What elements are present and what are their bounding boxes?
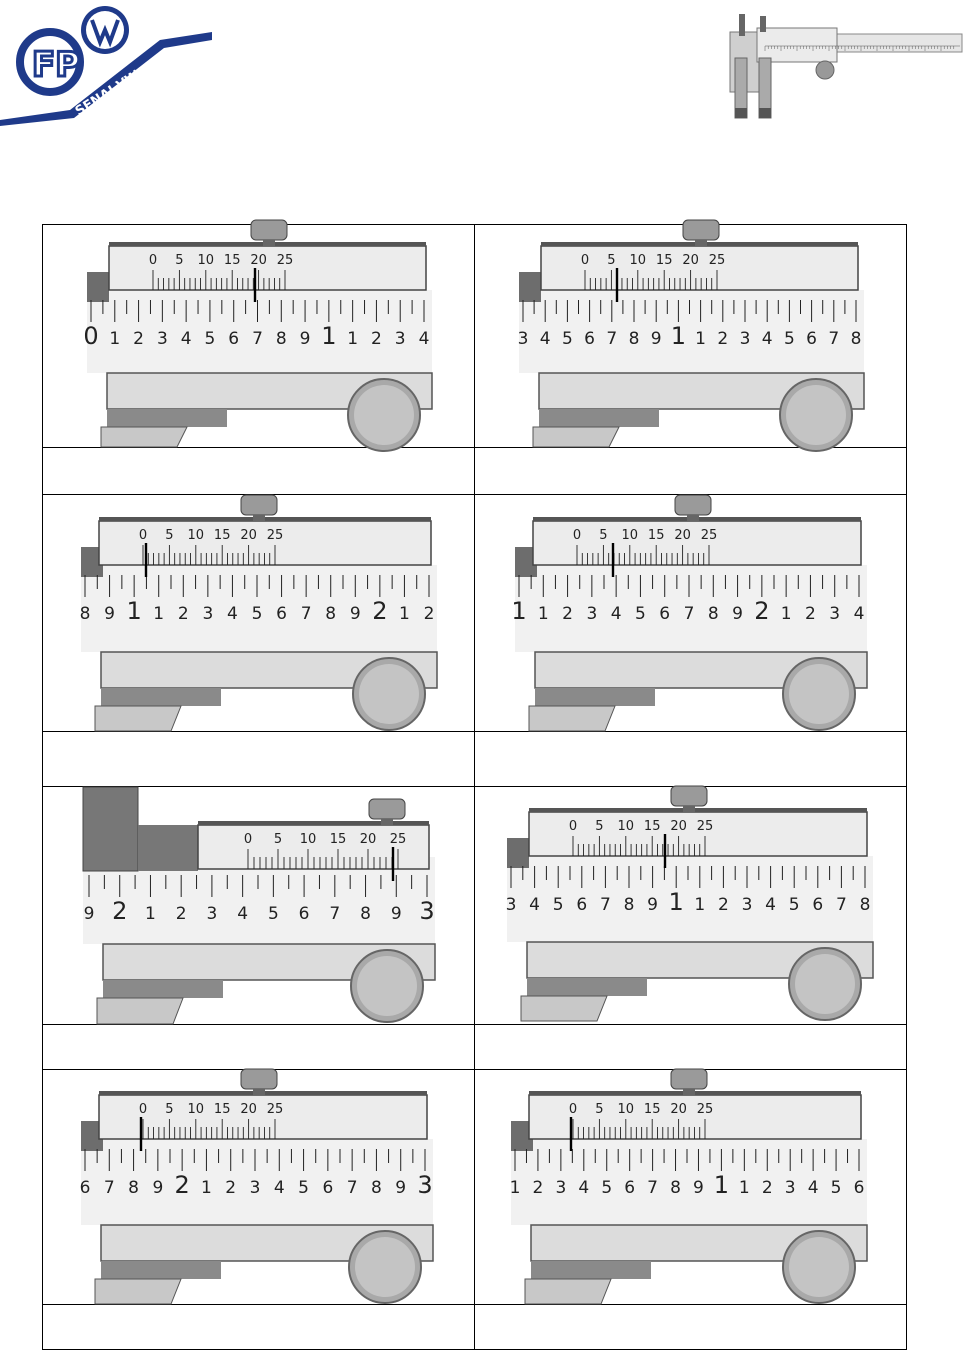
svg-text:7: 7 bbox=[300, 604, 312, 624]
cfp-senai-vw-logo bbox=[0, 0, 215, 125]
svg-text:25: 25 bbox=[389, 832, 407, 847]
svg-text:8: 8 bbox=[707, 604, 719, 624]
svg-text:4: 4 bbox=[765, 895, 777, 915]
exercise-3-image-cell bbox=[43, 495, 475, 732]
svg-text:7: 7 bbox=[103, 1178, 115, 1198]
svg-text:8: 8 bbox=[850, 329, 862, 349]
svg-text:20: 20 bbox=[682, 253, 699, 268]
svg-text:1: 1 bbox=[695, 329, 707, 349]
svg-text:4: 4 bbox=[853, 604, 865, 624]
svg-text:0: 0 bbox=[138, 1102, 148, 1117]
svg-text:3: 3 bbox=[829, 604, 841, 624]
svg-text:7: 7 bbox=[683, 604, 695, 624]
exercise-2-image-cell bbox=[475, 225, 907, 448]
svg-text:1: 1 bbox=[713, 1171, 730, 1199]
svg-text:1: 1 bbox=[145, 904, 156, 924]
caliper-reading-7 bbox=[81, 1070, 433, 1304]
svg-text:20: 20 bbox=[674, 528, 691, 543]
svg-text:25: 25 bbox=[708, 253, 726, 268]
svg-text:3: 3 bbox=[249, 1178, 261, 1198]
svg-text:5: 5 bbox=[595, 819, 604, 834]
svg-text:2: 2 bbox=[717, 329, 729, 349]
svg-text:0: 0 bbox=[568, 1102, 578, 1117]
answer-field-4[interactable] bbox=[475, 732, 907, 787]
svg-text:10: 10 bbox=[187, 528, 205, 543]
svg-text:3: 3 bbox=[206, 904, 218, 924]
svg-text:1: 1 bbox=[511, 597, 527, 625]
svg-text:5: 5 bbox=[251, 604, 263, 624]
svg-text:15: 15 bbox=[213, 1102, 231, 1117]
svg-text:6: 6 bbox=[812, 895, 824, 915]
svg-text:15: 15 bbox=[655, 253, 673, 268]
answer-field-6[interactable] bbox=[475, 1025, 907, 1070]
svg-text:5: 5 bbox=[273, 832, 283, 847]
svg-text:9: 9 bbox=[299, 329, 311, 349]
svg-text:3: 3 bbox=[517, 329, 529, 349]
svg-text:1: 1 bbox=[153, 604, 165, 624]
svg-text:3: 3 bbox=[784, 1178, 796, 1198]
svg-text:8: 8 bbox=[371, 1178, 382, 1198]
exercise-6-image-cell bbox=[475, 787, 907, 1025]
svg-text:2: 2 bbox=[754, 597, 770, 625]
svg-text:1: 1 bbox=[109, 329, 121, 349]
svg-text:4: 4 bbox=[237, 904, 249, 924]
svg-text:4: 4 bbox=[418, 329, 430, 349]
svg-text:8: 8 bbox=[670, 1178, 681, 1198]
svg-text:1: 1 bbox=[347, 329, 359, 349]
svg-text:4: 4 bbox=[539, 329, 551, 349]
svg-text:5: 5 bbox=[601, 1178, 613, 1198]
svg-text:10: 10 bbox=[617, 1102, 635, 1117]
svg-text:20: 20 bbox=[240, 528, 257, 543]
svg-text:3: 3 bbox=[555, 1178, 567, 1198]
svg-text:2: 2 bbox=[225, 1178, 237, 1198]
answer-field-5[interactable] bbox=[43, 1025, 475, 1070]
svg-text:0: 0 bbox=[243, 832, 253, 847]
svg-text:10: 10 bbox=[629, 253, 647, 268]
svg-text:6: 6 bbox=[228, 329, 240, 349]
svg-text:15: 15 bbox=[643, 1102, 661, 1117]
svg-text:7: 7 bbox=[252, 329, 263, 349]
svg-text:5: 5 bbox=[607, 253, 616, 268]
svg-text:5: 5 bbox=[552, 895, 564, 915]
svg-text:5: 5 bbox=[830, 1178, 842, 1198]
svg-text:25: 25 bbox=[266, 1102, 284, 1117]
svg-text:2: 2 bbox=[112, 897, 128, 925]
svg-text:7: 7 bbox=[346, 1178, 358, 1198]
exercise-grid bbox=[42, 224, 907, 1350]
exercise-8-image-cell bbox=[475, 1070, 907, 1305]
svg-text:25: 25 bbox=[700, 528, 718, 543]
vernier-caliper-icon bbox=[725, 8, 965, 123]
svg-text:5: 5 bbox=[204, 329, 216, 349]
svg-text:6: 6 bbox=[79, 1178, 91, 1198]
svg-text:6: 6 bbox=[659, 604, 671, 624]
answer-field-2[interactable] bbox=[475, 448, 907, 495]
svg-text:8: 8 bbox=[275, 329, 287, 349]
svg-text:3: 3 bbox=[419, 897, 435, 925]
svg-text:FP: FP bbox=[32, 45, 81, 85]
svg-text:1: 1 bbox=[399, 604, 410, 624]
svg-text:25: 25 bbox=[276, 253, 294, 268]
svg-text:9: 9 bbox=[693, 1178, 704, 1198]
svg-text:5: 5 bbox=[635, 604, 646, 624]
svg-text:10: 10 bbox=[299, 832, 317, 847]
answer-field-8[interactable] bbox=[475, 1305, 907, 1350]
svg-text:4: 4 bbox=[529, 895, 541, 915]
svg-text:10: 10 bbox=[617, 819, 635, 834]
svg-text:5: 5 bbox=[175, 253, 184, 268]
svg-text:20: 20 bbox=[359, 832, 377, 847]
svg-text:10: 10 bbox=[187, 1102, 205, 1117]
svg-text:6: 6 bbox=[624, 1178, 636, 1198]
svg-text:9: 9 bbox=[83, 904, 95, 924]
svg-text:6: 6 bbox=[576, 895, 588, 915]
svg-text:2: 2 bbox=[532, 1178, 544, 1198]
svg-text:5: 5 bbox=[298, 1178, 309, 1198]
svg-text:25: 25 bbox=[266, 528, 284, 543]
svg-text:3: 3 bbox=[505, 895, 517, 915]
svg-text:3: 3 bbox=[739, 329, 751, 349]
svg-text:7: 7 bbox=[647, 1178, 659, 1198]
svg-text:6: 6 bbox=[298, 904, 310, 924]
svg-text:9: 9 bbox=[647, 895, 659, 915]
svg-text:25: 25 bbox=[696, 1102, 714, 1117]
svg-text:2: 2 bbox=[174, 1171, 190, 1199]
caliper-reading-8 bbox=[511, 1070, 867, 1304]
svg-text:9: 9 bbox=[152, 1178, 164, 1198]
svg-text:2: 2 bbox=[177, 604, 189, 624]
svg-text:5: 5 bbox=[561, 329, 573, 349]
svg-text:5: 5 bbox=[165, 1102, 174, 1117]
svg-text:4: 4 bbox=[761, 329, 773, 349]
exercise-1-image-cell bbox=[43, 225, 475, 448]
svg-text:1: 1 bbox=[670, 322, 687, 350]
caliper-reading-1 bbox=[83, 225, 432, 447]
svg-text:8: 8 bbox=[628, 329, 640, 349]
svg-text:20: 20 bbox=[250, 253, 267, 268]
svg-text:9: 9 bbox=[390, 904, 402, 924]
svg-text:1: 1 bbox=[126, 597, 142, 625]
answer-field-7[interactable] bbox=[43, 1305, 475, 1350]
svg-text:20: 20 bbox=[240, 1102, 257, 1117]
svg-text:9: 9 bbox=[732, 604, 743, 624]
exercise-7-image-cell bbox=[43, 1070, 475, 1305]
svg-text:20: 20 bbox=[670, 819, 687, 834]
svg-text:2: 2 bbox=[175, 904, 187, 924]
caliper-reading-4 bbox=[511, 495, 867, 731]
svg-text:9: 9 bbox=[395, 1178, 407, 1198]
svg-text:6: 6 bbox=[853, 1178, 865, 1198]
svg-text:10: 10 bbox=[621, 528, 639, 543]
svg-text:4: 4 bbox=[610, 604, 622, 624]
svg-text:SENAI VW: SENAI VW bbox=[72, 67, 143, 120]
svg-text:8: 8 bbox=[325, 604, 337, 624]
svg-text:1: 1 bbox=[201, 1178, 212, 1198]
svg-text:2: 2 bbox=[372, 597, 388, 625]
svg-text:15: 15 bbox=[643, 819, 661, 834]
svg-text:8: 8 bbox=[859, 895, 871, 915]
exercise-4-image-cell bbox=[475, 495, 907, 732]
svg-text:7: 7 bbox=[828, 329, 840, 349]
svg-text:1: 1 bbox=[509, 1178, 521, 1198]
svg-text:3: 3 bbox=[202, 604, 214, 624]
svg-text:3: 3 bbox=[156, 329, 168, 349]
svg-text:2: 2 bbox=[133, 329, 144, 349]
svg-text:8: 8 bbox=[360, 904, 371, 924]
svg-text:15: 15 bbox=[329, 832, 347, 847]
svg-text:7: 7 bbox=[329, 904, 341, 924]
svg-text:0: 0 bbox=[148, 253, 158, 268]
svg-text:15: 15 bbox=[213, 528, 231, 543]
svg-text:9: 9 bbox=[650, 329, 662, 349]
svg-text:5: 5 bbox=[595, 1102, 604, 1117]
svg-text:3: 3 bbox=[394, 329, 406, 349]
caliper-reading-6 bbox=[507, 787, 873, 1021]
svg-text:6: 6 bbox=[322, 1178, 334, 1198]
svg-text:1: 1 bbox=[780, 604, 792, 624]
svg-text:2: 2 bbox=[761, 1178, 773, 1198]
svg-text:5: 5 bbox=[788, 895, 800, 915]
svg-text:0: 0 bbox=[580, 253, 590, 268]
svg-text:6: 6 bbox=[276, 604, 287, 624]
svg-text:20: 20 bbox=[670, 1102, 687, 1117]
svg-text:9: 9 bbox=[349, 604, 361, 624]
svg-text:2: 2 bbox=[562, 604, 573, 624]
svg-text:4: 4 bbox=[578, 1178, 590, 1198]
svg-text:1: 1 bbox=[694, 895, 706, 915]
svg-text:3: 3 bbox=[417, 1171, 433, 1199]
svg-text:2: 2 bbox=[423, 604, 435, 624]
svg-text:7: 7 bbox=[835, 895, 847, 915]
svg-text:2: 2 bbox=[805, 604, 816, 624]
svg-text:25: 25 bbox=[696, 819, 714, 834]
svg-text:1: 1 bbox=[537, 604, 549, 624]
svg-text:0: 0 bbox=[568, 819, 578, 834]
svg-text:9: 9 bbox=[104, 604, 115, 624]
svg-text:4: 4 bbox=[273, 1178, 285, 1198]
svg-text:2: 2 bbox=[371, 329, 382, 349]
svg-text:4: 4 bbox=[180, 329, 192, 349]
svg-text:8: 8 bbox=[128, 1178, 139, 1198]
svg-text:7: 7 bbox=[606, 329, 618, 349]
svg-text:2: 2 bbox=[717, 895, 729, 915]
svg-text:0: 0 bbox=[572, 528, 582, 543]
svg-text:5: 5 bbox=[165, 528, 174, 543]
svg-text:15: 15 bbox=[647, 528, 665, 543]
svg-text:6: 6 bbox=[806, 329, 818, 349]
answer-field-1[interactable] bbox=[43, 448, 475, 495]
svg-text:8: 8 bbox=[623, 895, 635, 915]
svg-text:0: 0 bbox=[83, 322, 99, 350]
svg-text:5: 5 bbox=[599, 528, 608, 543]
svg-text:3: 3 bbox=[741, 895, 753, 915]
svg-text:0: 0 bbox=[138, 528, 148, 543]
svg-text:5: 5 bbox=[783, 329, 795, 349]
svg-text:6: 6 bbox=[584, 329, 596, 349]
svg-text:4: 4 bbox=[807, 1178, 819, 1198]
svg-text:7: 7 bbox=[599, 895, 611, 915]
svg-text:8: 8 bbox=[79, 604, 91, 624]
svg-text:1: 1 bbox=[738, 1178, 750, 1198]
caliper-reading-5 bbox=[83, 787, 435, 1024]
exercise-5-image-cell bbox=[43, 787, 475, 1025]
svg-text:1: 1 bbox=[321, 322, 337, 350]
svg-text:10: 10 bbox=[197, 253, 215, 268]
svg-text:15: 15 bbox=[223, 253, 241, 268]
caliper-reading-2 bbox=[519, 225, 864, 447]
svg-text:5: 5 bbox=[267, 904, 279, 924]
svg-text:1: 1 bbox=[668, 888, 684, 916]
caliper-reading-3 bbox=[81, 495, 437, 731]
answer-field-3[interactable] bbox=[43, 732, 475, 787]
svg-text:4: 4 bbox=[227, 604, 238, 624]
svg-text:3: 3 bbox=[586, 604, 598, 624]
